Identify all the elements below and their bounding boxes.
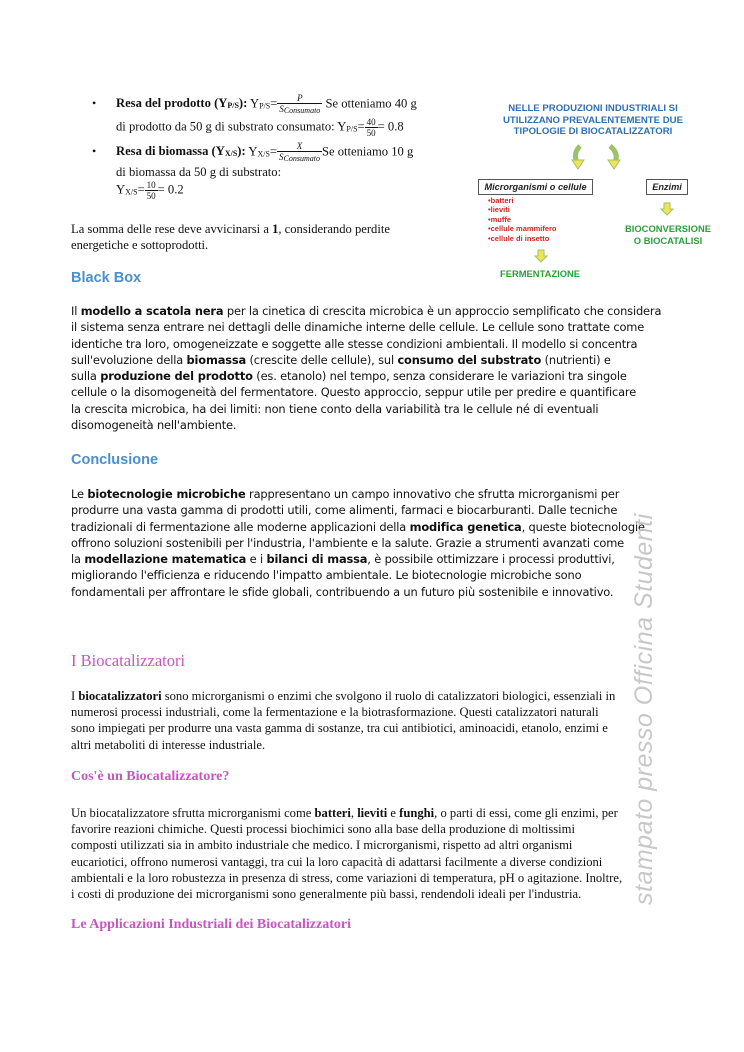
paragraph-line: Le biotecnologie microbiche rappresentano un campo innovativo che sfrutta microrganismi per bbox=[71, 487, 620, 501]
organism-item: •cellule mammifero bbox=[488, 224, 557, 234]
paragraph-line: identiche tra loro, omogeneizzate e soggette alle stesse condizioni ambientali. Il modello si concentra bbox=[71, 336, 638, 351]
product-yield-item: Resa del prodotto $(Y_{P/S})$: $Y_{P/S}=$ $\frac{P}{S_{Consumato}}$ Se otteniamo 40 g bbox=[116, 93, 417, 115]
biomass-yield-example: di biomassa da 50 g di substrato: bbox=[116, 165, 282, 179]
product-yield-fraction: $\frac{P}{S_{Consumato}}$ bbox=[279, 93, 321, 115]
paragraph-line: I biocatalizzatori sono microrganismi o enzimi che svolgono il ruolo di catalizzatori biologici, essenziali in bbox=[71, 689, 616, 703]
enzymes-box: Enzimi bbox=[646, 179, 688, 195]
biocatalizzatori-paragraph bbox=[71, 688, 711, 753]
organism-list bbox=[488, 196, 557, 243]
paragraph-line: sull'evoluzione della biomassa (crescite delle cellule), sul consumo del substrato (nutrienti) e bbox=[71, 352, 611, 367]
biocatalizzatori-heading: I Biocatalizzatori bbox=[71, 651, 186, 670]
paragraph-line: cellule o la disomogeneità del fermentatore. Questo approccio, seppur utile per predire e quantificare bbox=[71, 385, 637, 400]
conclusione-paragraph bbox=[71, 486, 711, 600]
biomass-yield-value: $Y_{X/S}=$ $\frac{10}{50}$ = 0.2 bbox=[116, 180, 184, 201]
paragraph-line: disomogeneità nell'ambiente. bbox=[71, 418, 237, 433]
diagram-title: NELLE PRODUZIONI INDUSTRIALI SI UTILIZZANO PREVALENTEMENTE DUE TIPOLOGIE DI BIOCATALIZZATORI bbox=[503, 103, 683, 137]
bullet-marker: • bbox=[92, 144, 97, 158]
paragraph-line: la modellazione matematica e i bilanci di massa, è possibile ottimizzare i processi produttivi, bbox=[71, 552, 615, 567]
biomass-yield-value-fraction: $\frac{10}{50}$ bbox=[146, 180, 156, 201]
conclusione-heading: Conclusione bbox=[71, 452, 159, 468]
paragraph-line: altri metaboliti di interesse industriale. bbox=[71, 737, 266, 752]
paragraph-line: ambientali e la loro robustezza in presenza di stress, come variazioni di temperatura, pH o agitazione. Inoltre, bbox=[71, 870, 623, 885]
paragraph-line: il sistema senza entrare nei dettagli delle dinamiche interne delle cellule. Le cellule sono trattate come bbox=[71, 320, 645, 335]
product-yield-example: di prodotto da 50 g di substrato consumato: $Y_{P/S}=$ $\frac{40}{50}$ = 0.8 bbox=[116, 117, 404, 138]
paragraph-line: tradizionali di fermentazione alle moderne applicazioni della modifica genetica, queste biotecnologie bbox=[71, 519, 645, 534]
paragraph-line: Il modello a scatola nera per la cinetica di crescita microbica è un approccio semplificato che considera bbox=[71, 304, 662, 318]
organism-item: •muffe bbox=[488, 214, 512, 224]
paragraph-line: i costi di produzione dei microrganismi sono generalmente più bassi, rendendoli ideali per l'industria. bbox=[71, 887, 582, 902]
biocatalyst-diagram bbox=[474, 98, 724, 288]
yield-sum-note-line2: energetiche e sottoprodotti. bbox=[71, 238, 209, 252]
microorganisms-box: Microrganismi o cellule bbox=[478, 179, 593, 195]
biomass-yield-fraction: $\frac{X}{S_{Consumato}}$ bbox=[279, 141, 320, 163]
organism-item: •batteri bbox=[488, 196, 514, 205]
down-arrow-icon bbox=[660, 202, 674, 216]
applicazioni-heading: Le Applicazioni Industriali dei Biocatalizzatori bbox=[71, 917, 351, 932]
paragraph-line: migliorando l'efficienza e riducendo l'impatto ambientale. Le biotecnologie microbiche sono bbox=[71, 568, 582, 583]
paragraph-line: favorire reazioni chimiche. Questi processi biochimici sono alla base della produzione di moltissimi bbox=[71, 822, 575, 837]
paragraph-line: offrono soluzioni sostenibili per l'industria, l'ambiente e la salute. Grazie a strumenti avanzati come bbox=[71, 535, 625, 550]
cose-paragraph bbox=[71, 805, 711, 902]
down-arrow-icon bbox=[534, 249, 548, 263]
organism-item: •lieviti bbox=[488, 205, 510, 215]
paragraph-line: fondamentali per affrontare le sfide globali, contribuendo a un futuro più sostenibile e innovativo. bbox=[71, 584, 614, 599]
cose-heading: Cos'è un Biocatalizzatore? bbox=[71, 769, 230, 784]
watermark: stampato presso Officina Studenti bbox=[630, 513, 658, 905]
paragraph-line: eucariotici, offrono numerosi vantaggi, tra cui la loro capacità di adattarsi facilmente a diverse condizioni bbox=[71, 854, 603, 869]
paragraph-line: sulla produzione del prodotto (es. etanolo) nel tempo, senza considerare le variazioni tra singole bbox=[71, 369, 627, 384]
product-yield-value-fraction: $\frac{40}{50}$ bbox=[366, 117, 376, 138]
paragraph-line: produrre una vasta gamma di prodotti utili, come alimenti, farmaci e biocarburanti. Dalle tecniche bbox=[71, 503, 618, 518]
curved-arrows-icon bbox=[570, 144, 624, 172]
paragraph-line: sono impiegati per produrre una vasta gamma di sostanze, tra cui antibiotici, aminoacidi, etanolo, enzimi e bbox=[71, 721, 608, 736]
bioconversion-label: BIOCONVERSIONE O BIOCATALISI bbox=[625, 223, 711, 246]
paragraph-line: numerosi processi industriali, come la fermentazione e la biotrasformazione. Questi catalizzatori naturali bbox=[71, 705, 599, 720]
paragraph-line: la crescita microbica, ha dei limiti: non tiene conto della variabilità tra le cellule né di eventuali bbox=[71, 401, 599, 416]
biomass-yield-item: Resa di biomassa $(Y_{X/S})$: $Y_{X/S}=$ $\frac{X}{S_{Consumato}}$ Se otteniamo 10 g bbox=[116, 141, 414, 163]
paragraph-line: Un biocatalizzatore sfrutta microrganismi come batteri, lieviti e funghi, o parti di essi, come gli enzimi, per bbox=[71, 806, 618, 820]
black-box-heading: Black Box bbox=[71, 270, 142, 286]
yield-sum-note: La somma delle rese deve avvicinarsi a 1, considerando perdite bbox=[71, 222, 390, 236]
organism-item: •cellule di insetto bbox=[488, 233, 550, 243]
paragraph-line: composti utilizzati sia in ambito industriale che medico. I microrganismi, rispetto ad altri organismi bbox=[71, 838, 573, 853]
bullet-marker: • bbox=[92, 96, 97, 110]
black-box-paragraph bbox=[71, 303, 711, 433]
fermentation-label: FERMENTAZIONE bbox=[499, 268, 581, 279]
